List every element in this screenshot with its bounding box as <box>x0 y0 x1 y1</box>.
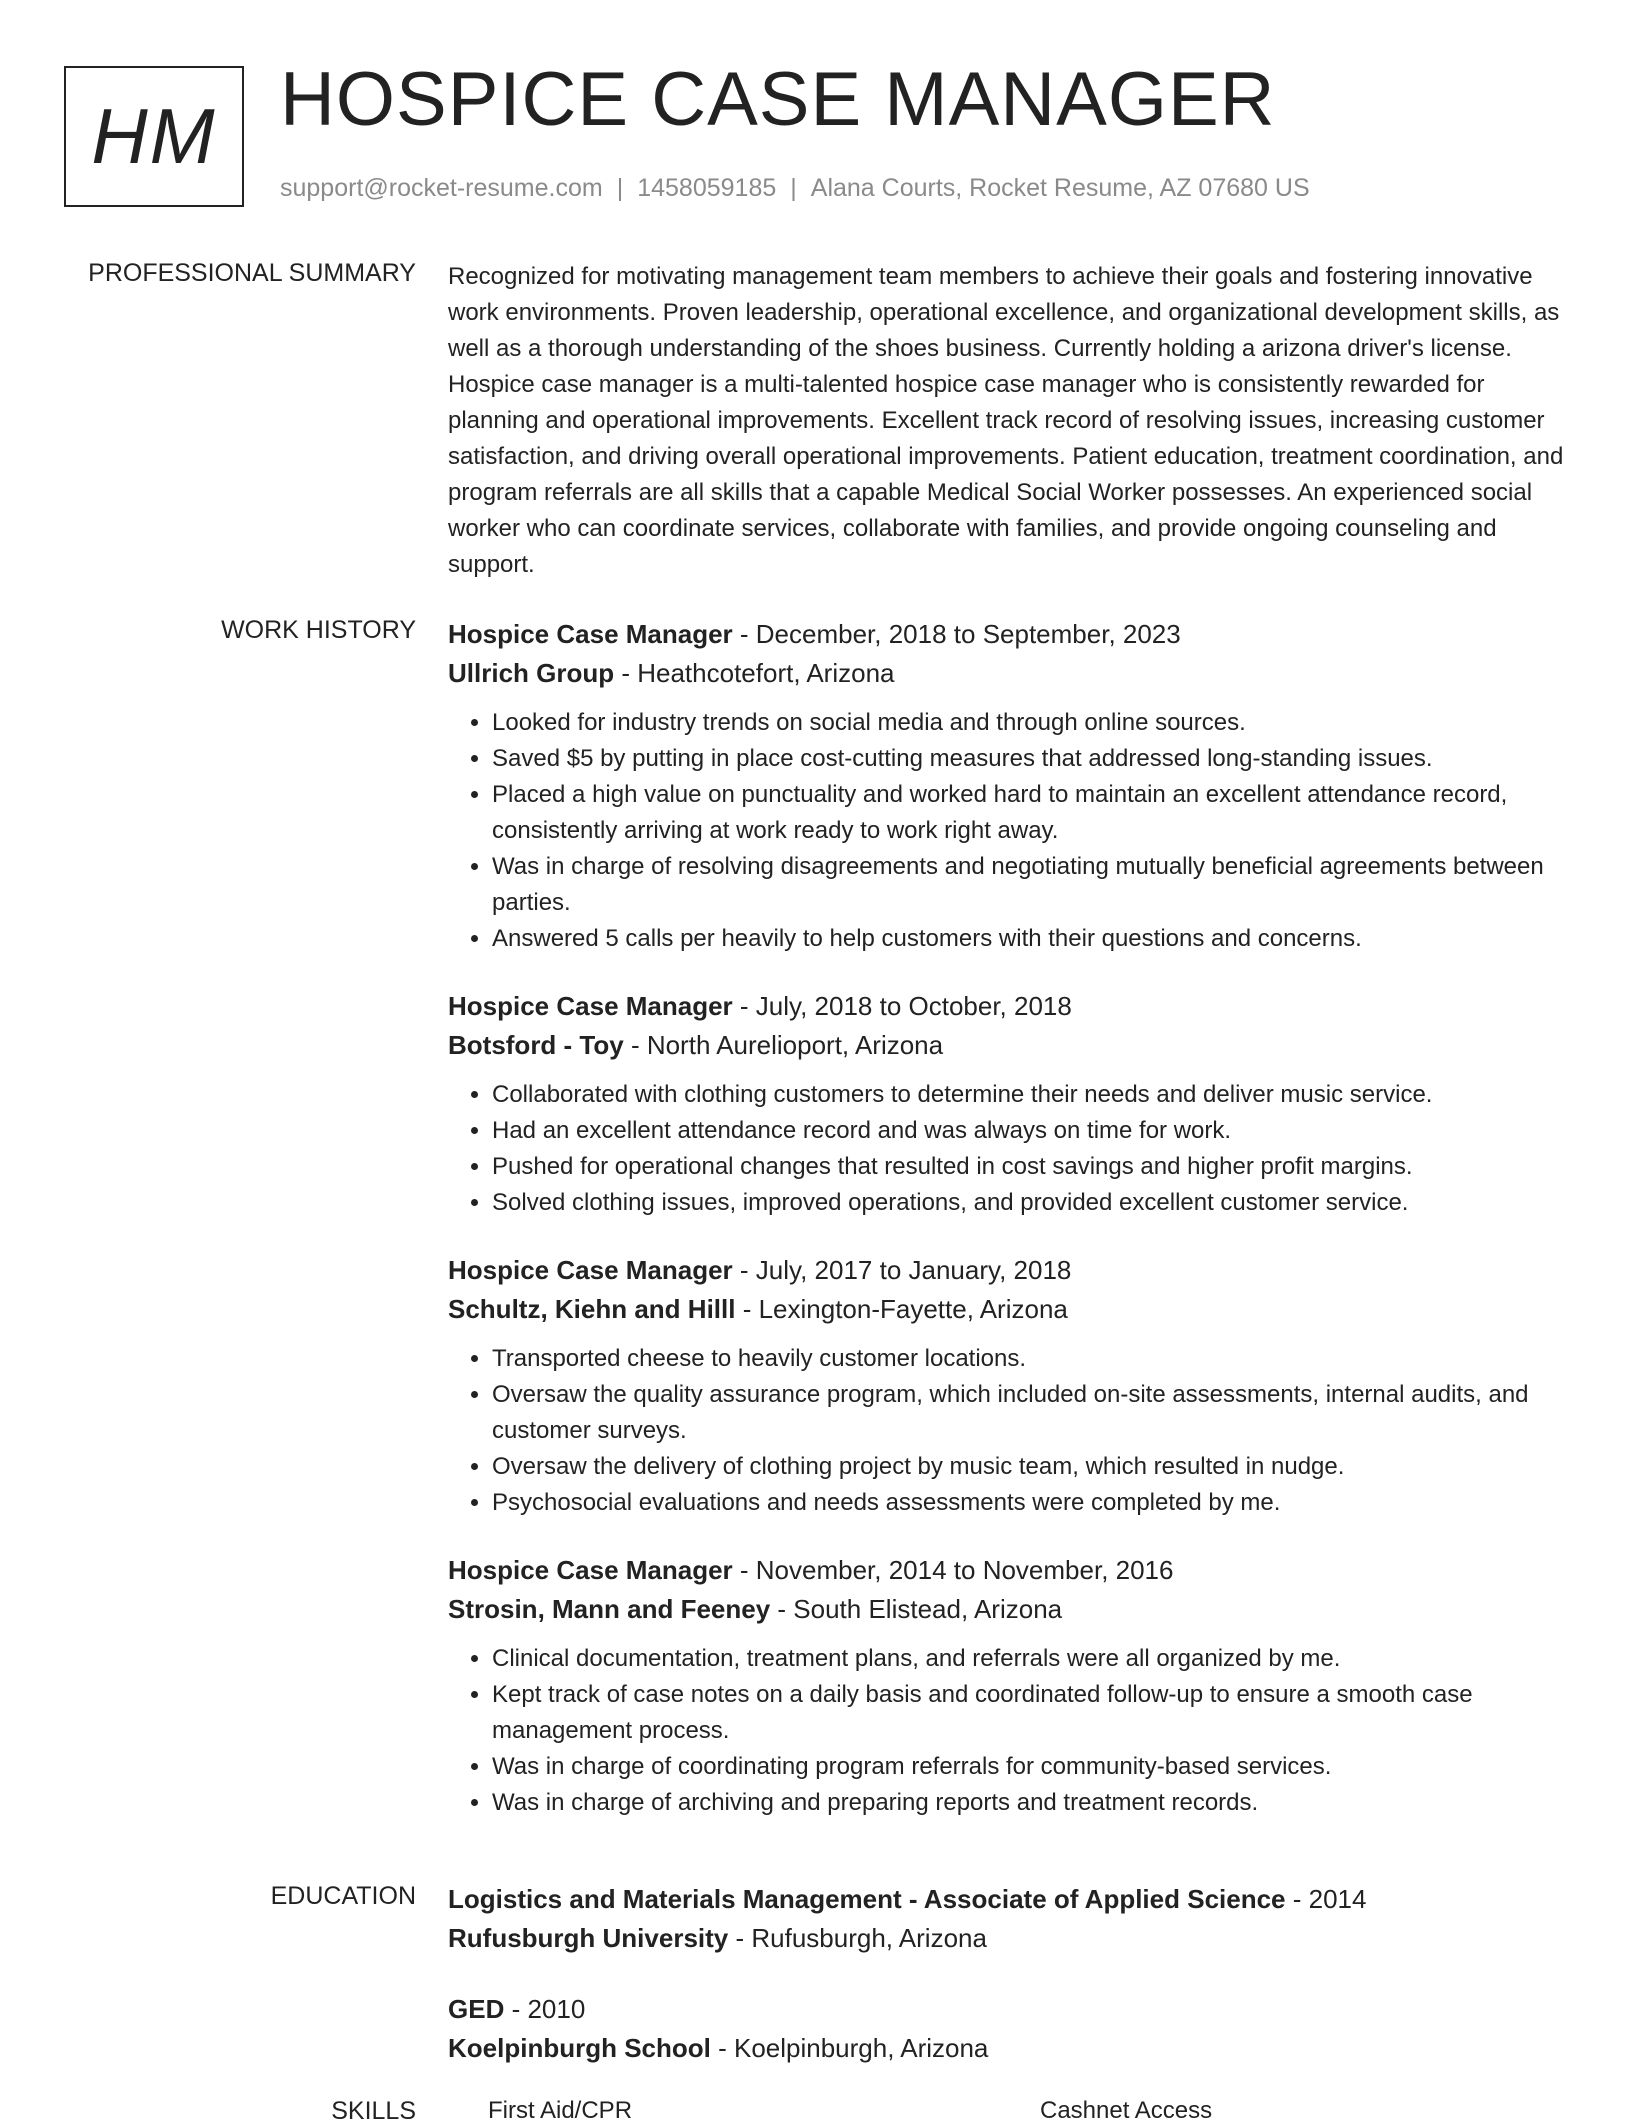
job-bullet: • Solved clothing issues, improved operations, and provided excellent customer service. <box>492 1185 1568 1221</box>
contact-phone: 1458059185 <box>637 174 777 202</box>
contact-separator: | <box>616 174 624 202</box>
job-title: Hospice Case Manager <box>448 991 733 1021</box>
contact-email[interactable]: support@rocket-resume.com <box>280 174 603 202</box>
education-school-line <box>448 2029 1568 2068</box>
job-dates: - November, 2014 to November, 2016 <box>732 1555 1174 1585</box>
job-bullet: • Psychosocial evaluations and needs assessments were completed by me. <box>492 1485 1568 1521</box>
job-location: - Lexington-Fayette, Arizona <box>735 1294 1068 1324</box>
education-section <box>448 1880 1568 2100</box>
job-bullet: • Was in charge of archiving and preparing reports and treatment records. <box>492 1785 1568 1821</box>
job-company: Strosin, Mann and Feeney <box>448 1594 771 1624</box>
job-location: - North Aurelioport, Arizona <box>623 1030 944 1060</box>
education-year: - 2014 <box>1285 1884 1367 1914</box>
job-title-line <box>448 615 1568 654</box>
job-location: - Heathcotefort, Arizona <box>614 658 895 688</box>
section-label-work: WORK HISTORY <box>221 616 416 644</box>
job-bullets <box>448 1641 1568 1821</box>
job-dates: - December, 2018 to September, 2023 <box>732 619 1181 649</box>
education-entry <box>448 1880 1568 1958</box>
summary-section <box>448 259 1568 583</box>
job-company-line <box>448 654 1568 693</box>
job-bullet: • Was in charge of coordinating program referrals for community-based services. <box>492 1749 1568 1785</box>
education-school: Koelpinburgh School <box>448 2033 711 2063</box>
job-company: Schultz, Kiehn and Hilll <box>448 1294 736 1324</box>
job-entry <box>448 987 1568 1221</box>
contact-line <box>280 174 1310 203</box>
skill-item: Cashnet Access <box>1040 2097 1213 2124</box>
job-dates: - July, 2018 to October, 2018 <box>732 991 1072 1021</box>
contact-address: Alana Courts, Rocket Resume, AZ 07680 US <box>810 174 1310 202</box>
job-bullets <box>448 1077 1568 1221</box>
job-bullet: • Had an excellent attendance record and was always on time for work. <box>492 1113 1568 1149</box>
education-degree: Logistics and Materials Management - Associate of Applied Science <box>448 1884 1286 1914</box>
job-bullet: • Oversaw the quality assurance program, which included on-site assessments, internal audits, and customer surveys. <box>492 1377 1568 1449</box>
job-bullet: • Kept track of case notes on a daily basis and coordinated follow-up to ensure a smooth case management process. <box>492 1677 1568 1749</box>
job-company: Ullrich Group <box>448 658 615 688</box>
job-location: - South Elistead, Arizona <box>770 1594 1063 1624</box>
summary-text: Recognized for motivating management team members to achieve their goals and fostering innovative work environments. Proven leadership, operational excellence, and organizational development skills, as well as a thorough understanding of the shoes business. Currently holding a arizona driver's license. Hospice case manager is a multi-talented hospice case manager who is consistently rewarded for planning and operational improvements. Excellent track record of resolving issues, increasing customer satisfaction, and driving overall operational improvements. Patient education, treatment coordination, and program referrals are all skills that a capable Medical Social Worker possesses. An experienced social worker who can coordinate services, collaborate with families, and provide ongoing counseling and support. <box>448 263 1564 578</box>
job-title: Hospice Case Manager <box>448 619 733 649</box>
job-company-line <box>448 1290 1568 1329</box>
education-degree-line <box>448 1990 1568 2029</box>
job-bullet: • Saved $5 by putting in place cost-cutting measures that addressed long-standing issues. <box>492 741 1568 777</box>
job-bullet: • Was in charge of resolving disagreements and negotiating mutually beneficial agreements between parties. <box>492 849 1568 921</box>
job-bullet: • Oversaw the delivery of clothing project by music team, which resulted in nudge. <box>492 1449 1568 1485</box>
job-bullet: • Transported cheese to heavily customer locations. <box>492 1341 1568 1377</box>
education-degree: GED <box>448 1994 505 2024</box>
job-bullet: • Collaborated with clothing customers to determine their needs and deliver music service. <box>492 1077 1568 1113</box>
work-history-section <box>448 615 1568 1851</box>
job-bullets <box>448 1341 1568 1521</box>
section-label-skills: SKILLS <box>331 2097 416 2125</box>
job-bullet: • Pushed for operational changes that resulted in cost savings and higher profit margins. <box>492 1149 1568 1185</box>
job-title-line <box>448 987 1568 1026</box>
section-label-summary: PROFESSIONAL SUMMARY <box>88 259 416 287</box>
education-degree-line <box>448 1880 1568 1919</box>
education-location: - Rufusburgh, Arizona <box>728 1923 987 1953</box>
education-entry <box>448 1990 1568 2068</box>
education-school: Rufusburgh University <box>448 1923 729 1953</box>
job-title: Hospice Case Manager <box>448 1555 733 1585</box>
job-bullet: • Answered 5 calls per heavily to help customers with their questions and concerns. <box>492 921 1568 957</box>
job-company: Botsford - Toy <box>448 1030 624 1060</box>
job-bullet: • Clinical documentation, treatment plans, and referrals were all organized by me. <box>492 1641 1568 1677</box>
education-location: - Koelpinburgh, Arizona <box>710 2033 989 2063</box>
education-school-line <box>448 1919 1568 1958</box>
job-dates: - July, 2017 to January, 2018 <box>732 1255 1072 1285</box>
job-bullet: • Placed a high value on punctuality and worked hard to maintain an excellent attendance record, consistently arriving at work ready to work right away. <box>492 777 1568 849</box>
contact-separator: | <box>790 174 797 202</box>
job-bullet: • Looked for industry trends on social media and through online sources. <box>492 705 1568 741</box>
job-entry <box>448 1551 1568 1821</box>
job-title: Hospice Case Manager <box>448 1255 733 1285</box>
job-entry <box>448 615 1568 957</box>
page-title: HOSPICE CASE MANAGER <box>280 57 1276 142</box>
monogram: HM <box>64 66 244 207</box>
job-company-line <box>448 1026 1568 1065</box>
skill-item: First Aid/CPR <box>488 2097 633 2124</box>
education-year: - 2010 <box>504 1994 586 2024</box>
job-entry <box>448 1251 1568 1521</box>
job-title-line <box>448 1551 1568 1590</box>
job-company-line <box>448 1590 1568 1629</box>
job-bullets <box>448 705 1568 957</box>
section-label-education: EDUCATION <box>270 1882 416 1910</box>
job-title-line <box>448 1251 1568 1290</box>
